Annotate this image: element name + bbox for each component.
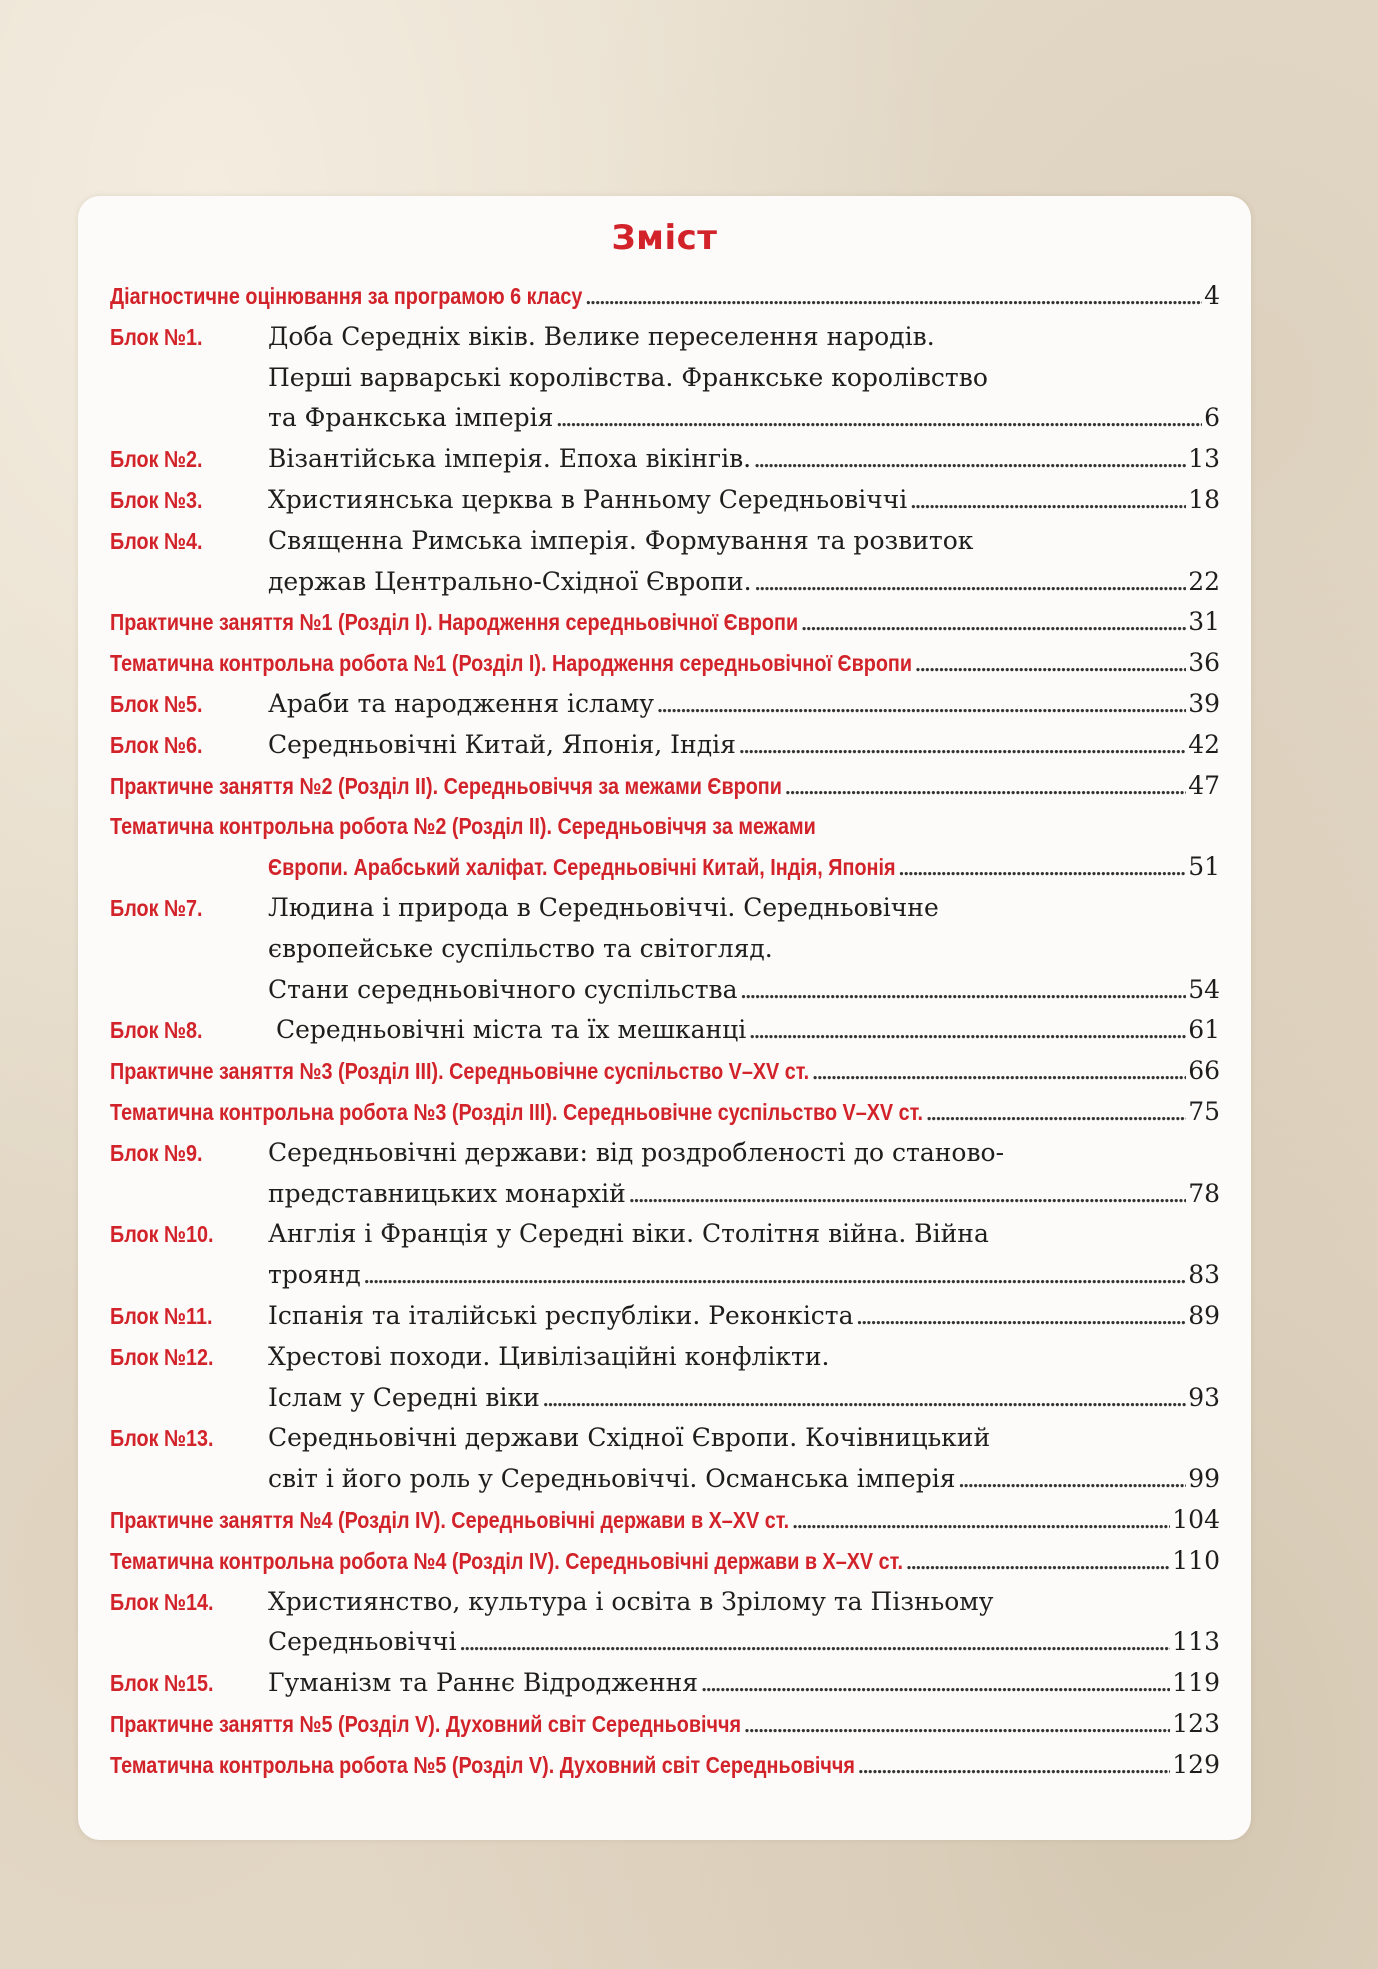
- toc-entry-title: Тематична контрольна робота №1 (Розділ І). Народження середньовічної Європи: [110, 650, 913, 677]
- toc-entry-block[interactable]: [110, 1582, 1220, 1623]
- toc-page-number: 99: [1188, 1464, 1220, 1494]
- toc-page-number: 47: [1188, 770, 1220, 800]
- toc-entry-block[interactable]: [110, 1663, 1220, 1704]
- toc-entry-title: європейське суспільство та світогляд.: [268, 933, 773, 963]
- toc-block-label: Блок №11.: [110, 1302, 213, 1329]
- toc-entry-title: Тематична контрольна робота №2 (Розділ ІІ). Середньовіччя за межами: [110, 813, 816, 840]
- toc-entry-title: представницьких монархій: [268, 1178, 626, 1208]
- toc-entry-block[interactable]: [110, 1622, 1220, 1663]
- toc-entry-assessment[interactable]: [110, 766, 1220, 807]
- toc-block-label: Блок №1.: [110, 323, 203, 350]
- toc-block-label: Блок №6.: [110, 731, 203, 758]
- toc-page-number: 89: [1188, 1300, 1220, 1330]
- dot-leader: [791, 1500, 1170, 1541]
- dot-leader: [909, 480, 1186, 521]
- toc-entry-block[interactable]: [110, 1296, 1220, 1337]
- page-title: Зміст: [611, 218, 718, 258]
- toc-page-number: 31: [1188, 607, 1220, 637]
- toc-entry-title: Середньовічні Китай, Японія, Індія: [268, 729, 736, 759]
- toc-entry-title: Практичне заняття №3 (Розділ ІІІ). Середньовічне суспільство V–XV ст.: [110, 1058, 810, 1085]
- dot-leader: [800, 602, 1186, 643]
- toc-entry-assessment[interactable]: [110, 276, 1220, 317]
- toc-entry-title: Середньовічні держави: від роздробленості до станово-: [268, 1137, 1005, 1167]
- dot-leader: [459, 1622, 1171, 1663]
- toc-entry-title: Стани середньовічного суспільства: [268, 974, 738, 1004]
- dot-leader: [811, 1051, 1186, 1092]
- toc-page-number: 123: [1172, 1708, 1220, 1738]
- dot-leader: [856, 1296, 1187, 1337]
- toc-entry-block[interactable]: [110, 1133, 1220, 1174]
- dot-leader: [656, 684, 1186, 725]
- toc-page-number: 110: [1172, 1545, 1220, 1575]
- dot-leader: [738, 725, 1186, 766]
- toc-entry-assessment[interactable]: [110, 1704, 1220, 1745]
- toc-page-number: 61: [1188, 1015, 1220, 1045]
- toc-entry-title: Людина і природа в Середньовіччі. Середньовічне: [268, 892, 939, 922]
- toc-entry-assessment[interactable]: [110, 847, 1220, 888]
- toc-block-label: Блок №12.: [110, 1343, 214, 1370]
- toc-entry-title: Європи. Арабський халіфат. Середньовічні Китай, Індія, Японія: [268, 854, 896, 881]
- toc-page-number: 129: [1172, 1749, 1220, 1779]
- toc-block-label: Блок №8.: [110, 1017, 203, 1044]
- toc-entry-title: Діагностичне оцінювання за програмою 6 класу: [110, 283, 583, 309]
- toc-entry-title: Християнство, культура і освіта в Зрілому та Пізньому: [268, 1586, 994, 1616]
- dot-leader: [628, 1174, 1186, 1215]
- dot-leader: [542, 1378, 1186, 1419]
- toc-entry-title: Англія і Франція у Середні віки. Столітня війна. Війна: [268, 1219, 989, 1249]
- toc-entry-block[interactable]: [110, 929, 1220, 970]
- toc-entry-title: Священна Римська імперія. Формування та розвиток: [268, 525, 974, 555]
- dot-leader: [905, 1541, 1170, 1582]
- toc-entry-block[interactable]: [110, 1010, 1220, 1051]
- toc-block-label: Блок №10.: [110, 1221, 214, 1248]
- toc-page-number: 51: [1188, 852, 1220, 882]
- toc-entry-title: Араби та народження ісламу: [268, 688, 654, 718]
- dot-leader: [784, 766, 1186, 807]
- toc-entry-title: Практичне заняття №1 (Розділ І). Народження середньовічної Європи: [110, 609, 799, 636]
- toc-entry-title: Тематична контрольна робота №4 (Розділ ІV). Середньовічні держави в X–XV ст.: [110, 1547, 904, 1574]
- toc-entry-title: Середньовіччі: [268, 1627, 457, 1657]
- toc-entry-block[interactable]: [110, 480, 1220, 521]
- toc-block-label: Блок №15.: [110, 1670, 214, 1697]
- toc-page-number: 119: [1172, 1668, 1220, 1698]
- toc-entry-block[interactable]: [110, 684, 1220, 725]
- toc-entry-assessment[interactable]: [110, 1745, 1220, 1786]
- toc-page-number: 113: [1172, 1627, 1220, 1657]
- toc-entry-title: Іслам у Середні віки: [268, 1382, 540, 1412]
- toc-entry-title: світ і його роль у Середньовіччі. Османська імперія: [268, 1464, 956, 1494]
- toc-entry-block[interactable]: [110, 970, 1220, 1011]
- toc-entry-title: Доба Середніх віків. Велике переселення народів.: [268, 321, 935, 351]
- dot-leader: [754, 562, 1187, 603]
- toc-entry-block[interactable]: [110, 521, 1220, 562]
- toc-page-number: 13: [1188, 444, 1220, 474]
- toc-entry-title: Практичне заняття №5 (Розділ V). Духовний світ Середньовіччя: [110, 1710, 742, 1737]
- dot-leader: [925, 1092, 1186, 1133]
- toc-entry-assessment[interactable]: [110, 643, 1220, 684]
- toc-block-label: Блок №7.: [110, 894, 203, 921]
- toc-entry-title: Тематична контрольна робота №3 (Розділ ІІІ). Середньовічне суспільство V–XV ст.: [110, 1098, 924, 1125]
- toc-entry-assessment[interactable]: [110, 602, 1220, 643]
- toc-entry-title: Християнська церква в Ранньому Середньовіччі: [268, 484, 908, 514]
- toc-entry-assessment[interactable]: [110, 806, 1220, 847]
- toc-entry-title: Хрестові походи. Цивілізаційні конфлікти.: [268, 1341, 830, 1371]
- dot-leader: [957, 1459, 1186, 1500]
- toc-page-number: 18: [1188, 484, 1220, 514]
- toc-entry-title: Середньовічні держави Східної Європи. Кочівницький: [268, 1423, 991, 1453]
- toc-block-label: Блок №13.: [110, 1425, 214, 1452]
- toc-entry-title: та Франкська імперія: [268, 403, 554, 433]
- table-of-contents: [110, 276, 1220, 1785]
- toc-entry-assessment[interactable]: [110, 1541, 1220, 1582]
- toc-entry-title: Гуманізм та Раннє Відродження: [268, 1668, 699, 1698]
- dot-leader: [743, 1704, 1170, 1745]
- toc-entry-block[interactable]: [110, 725, 1220, 766]
- toc-entry-block[interactable]: [110, 1418, 1220, 1459]
- toc-entry-block[interactable]: [110, 1174, 1220, 1215]
- toc-entry-assessment[interactable]: [110, 1500, 1220, 1541]
- toc-block-label: Блок №9.: [110, 1139, 203, 1166]
- toc-page-number: 83: [1188, 1260, 1220, 1290]
- dot-leader: [584, 276, 1202, 317]
- toc-entry-title: держав Центрально-Східної Європи.: [268, 566, 752, 596]
- toc-entry-block[interactable]: [110, 1214, 1220, 1255]
- toc-entry-block[interactable]: [110, 439, 1220, 480]
- dot-leader: [748, 1010, 1186, 1051]
- toc-entry-title: Іспанія та італійські республіки. Реконкіста: [268, 1300, 854, 1330]
- toc-entry-block[interactable]: [110, 358, 1220, 399]
- toc-page-number: 104: [1172, 1504, 1220, 1534]
- toc-block-label: Блок №4.: [110, 527, 203, 554]
- toc-page-number: 78: [1188, 1178, 1220, 1208]
- toc-block-label: Блок №2.: [110, 446, 203, 473]
- toc-entry-title: Практичне заняття №4 (Розділ ІV). Середньовічні держави в X–XV ст.: [110, 1506, 790, 1533]
- toc-block-label: Блок №3.: [110, 486, 203, 513]
- toc-entry-block[interactable]: [110, 562, 1220, 603]
- toc-entry-block[interactable]: [110, 398, 1220, 439]
- toc-entry-title: Практичне заняття №2 (Розділ ІІ). Середньовіччя за межами Європи: [110, 772, 782, 799]
- toc-entry-title: Візантійська імперія. Епоха вікінгів.: [268, 444, 752, 474]
- toc-page-number: 36: [1188, 648, 1220, 678]
- toc-page-number: 54: [1188, 974, 1220, 1004]
- toc-entry-block[interactable]: [110, 1337, 1220, 1378]
- toc-page-number: 93: [1188, 1382, 1220, 1412]
- toc-page-number: 39: [1188, 688, 1220, 718]
- toc-entry-block[interactable]: [110, 1459, 1220, 1500]
- toc-entry-block[interactable]: [110, 317, 1220, 358]
- toc-entry-block[interactable]: [110, 1255, 1220, 1296]
- toc-entry-title: троянд: [268, 1260, 361, 1290]
- toc-entry-title: Тематична контрольна робота №5 (Розділ V). Духовний світ Середньовіччя: [110, 1751, 855, 1778]
- toc-page-number: 42: [1188, 729, 1220, 759]
- toc-page-number: 6: [1204, 403, 1220, 433]
- toc-block-label: Блок №5.: [110, 690, 203, 717]
- toc-entry-block[interactable]: [110, 888, 1220, 929]
- dot-leader: [898, 847, 1187, 888]
- toc-entry-assessment[interactable]: [110, 1092, 1220, 1133]
- dot-leader: [740, 970, 1187, 1011]
- toc-page-number: 4: [1204, 281, 1220, 310]
- toc-page-number: 66: [1188, 1056, 1220, 1086]
- toc-block-label: Блок №14.: [110, 1588, 214, 1615]
- toc-entry-assessment[interactable]: [110, 1051, 1220, 1092]
- toc-page-number: 22: [1188, 566, 1220, 596]
- toc-entry-title: Перші варварські королівства. Франкське королівство: [268, 362, 988, 392]
- dot-leader: [914, 643, 1186, 684]
- dot-leader: [700, 1663, 1170, 1704]
- toc-page-number: 75: [1188, 1096, 1220, 1126]
- toc-entry-block[interactable]: [110, 1378, 1220, 1419]
- dot-leader: [555, 398, 1202, 439]
- dot-leader: [753, 439, 1186, 480]
- contents-card: [78, 196, 1251, 1840]
- dot-leader: [363, 1255, 1186, 1296]
- toc-entry-title: Середньовічні міста та їх мешканці: [276, 1015, 747, 1045]
- dot-leader: [857, 1745, 1170, 1786]
